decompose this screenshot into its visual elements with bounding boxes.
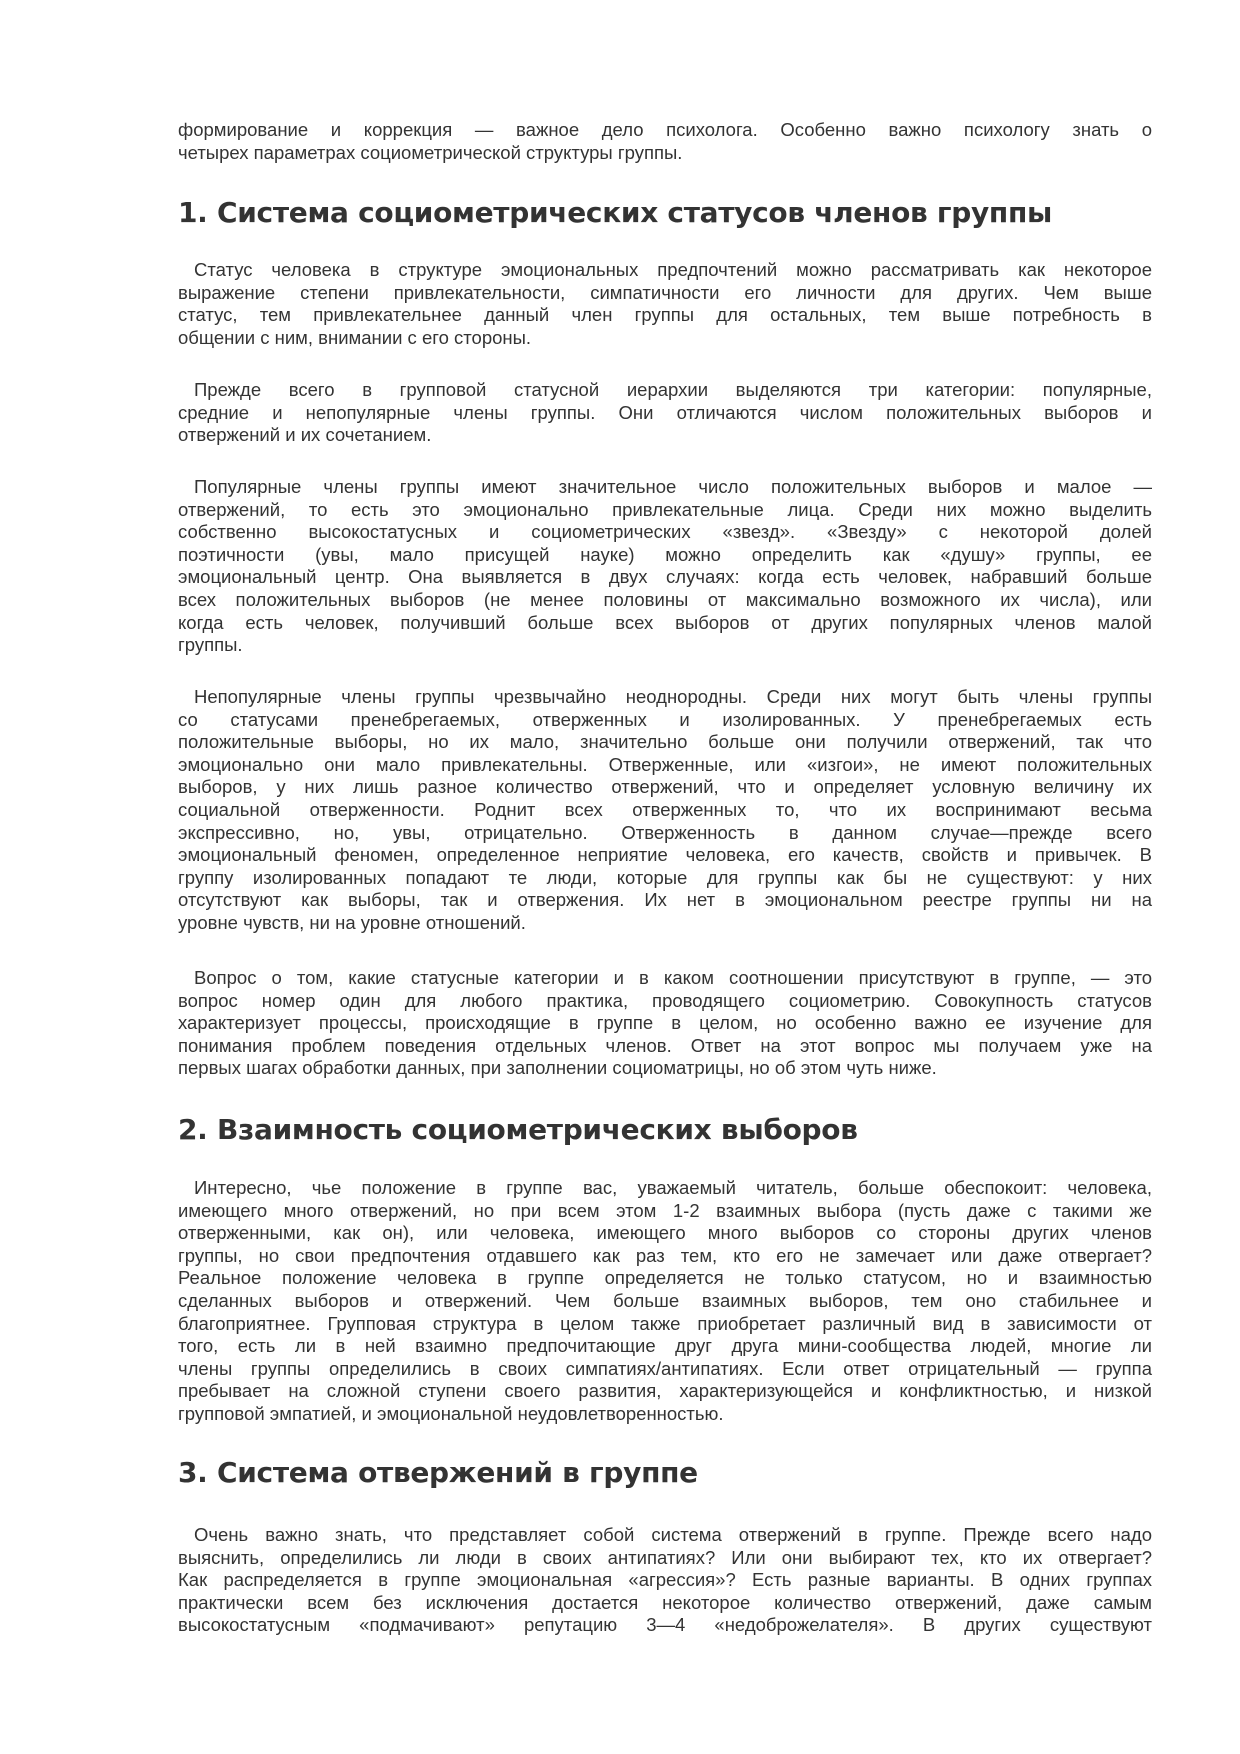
text-line: отсутствуют как выборы, так и отвержения. Их нет в эмоциональном реестре группы ни на (178, 889, 1152, 911)
text-line: Как распределяется в группе эмоциональная «агрессия»? Есть разные варианты. В одних группах (178, 1569, 1152, 1591)
text-line: имеющего много отвержений, но при всем этом 1-2 взаимных выбора (пусть даже с такими же (178, 1199, 1152, 1221)
text-line: характеризует процессы, происходящие в группе в целом, но особенно важно ее изучение для (178, 1012, 1152, 1034)
text-line: групповой эмпатией, и эмоциональной неудовлетворенностью. (178, 1402, 724, 1424)
text-line: статус, тем привлекательнее данный член группы для остальных, тем выше потребность в (178, 304, 1152, 326)
text-line: средние и непопулярные члены группы. Они отличаются числом положительных выборов и (178, 401, 1152, 423)
text-line: Непопулярные члены группы чрезвычайно неоднородны. Среди них могут быть члены группы (194, 686, 1152, 707)
text-line: собственно высокостатусных и социометрических «звезд». «Звезду» с некоторой долей (178, 521, 1152, 543)
text-line: Очень важно знать, что представляет собой система отвержений в группе. Прежде всего надо (194, 1524, 1152, 1545)
text-line: Популярные члены группы имеют значительное число положительных выборов и малое — (194, 476, 1152, 497)
text-line: четырех параметрах социометрической структуры группы. (178, 141, 683, 163)
paragraph (178, 259, 1152, 349)
text-line: понимания проблем поведения отдельных членов. Ответ на этот вопрос мы получаем уже на (178, 1034, 1152, 1056)
text-line: Интересно, чье положение в группе вас, уважаемый читатель, больше обеспокоит: человека, (194, 1177, 1152, 1198)
text-line: со статусами пренебрегаемых, отверженных и изолированных. У пренебрегаемых есть (178, 708, 1152, 730)
text-line: благоприятнее. Групповая структура в целом также приобретает различный вид в зависимости от (178, 1312, 1152, 1334)
section-heading: 1. Система социометрических статусов членов группы (178, 196, 1053, 229)
text-line: положительные выборы, но их мало, значительно больше они получили отвержений, так что (178, 731, 1152, 753)
text-line: высокостатусным «подмачивают» репутацию 3—4 «недоброжелателя». В других существуют (178, 1614, 1152, 1636)
text-line: эмоциональный центр. Она выявляется в двух случаях: когда есть человек, набравший больше (178, 566, 1152, 588)
text-line: Статус человека в структуре эмоциональных предпочтений можно рассматривать как некоторое (194, 259, 1152, 280)
paragraph (178, 476, 1152, 657)
text-line: отверженными, как он), или человека, имеющего много выборов со стороны других членов (178, 1222, 1152, 1244)
paragraph (178, 967, 1152, 1080)
text-line: социальной отверженности. Роднит всех отверженных то, что их воспринимают весьма (178, 798, 1152, 820)
text-line: вопрос номер один для любого практика, проводящего социометрию. Совокупность статусов (178, 989, 1152, 1011)
text-line: группы. (178, 634, 243, 656)
text-line: уровне чувств, ни на уровне отношений. (178, 911, 526, 933)
text-line: выборов, у них лишь разное количество отвержений, что и определяет условную величину их (178, 776, 1152, 798)
text-line: эмоциональный феномен, определенное неприятие человека, его качеств, свойств и привычек. В (178, 844, 1152, 866)
text-line: Вопрос о том, какие статусные категории и в каком соотношении присутствуют в группе, — это (194, 967, 1152, 988)
text-line: формирование и коррекция — важное дело психолога. Особенно важно психологу знать о (178, 119, 1152, 140)
text-line: всех положительных выборов (не менее половины от максимально возможного их числа), или (178, 588, 1152, 610)
text-line: члены группы определились в своих симпатиях/антипатиях. Если ответ отрицательный — группа (178, 1357, 1152, 1379)
text-line: эмоционально они мало привлекательны. Отверженные, или «изгои», не имеют положительных (178, 753, 1152, 775)
text-line: Реальное положение человека в группе определяется не только статусом, но и взаимностью (178, 1267, 1152, 1289)
text-line: группу изолированных попадают те люди, которые для группы как бы не существуют: у них (178, 866, 1152, 888)
text-line: поэтичности (увы, мало присущей науке) можно определить как «душу» группы, ее (178, 543, 1152, 565)
text-line: практически всем без исключения достается некоторое количество отвержений, даже самым (178, 1591, 1152, 1613)
section-heading: 2. Взаимность социометрических выборов (178, 1113, 858, 1146)
text-line: отвержений, то есть это эмоционально привлекательные лица. Среди них можно выделить (178, 498, 1152, 520)
text-line: того, есть ли в ней взаимно предпочитающие друг друга мини-сообщества людей, многие ли (178, 1335, 1152, 1357)
text-line: сделанных выборов и отвержений. Чем больше взаимных выборов, тем оно стабильнее и (178, 1289, 1152, 1311)
paragraph (178, 379, 1152, 447)
text-line: выражение степени привлекательности, симпатичности его личности для других. Чем выше (178, 281, 1152, 303)
text-line: группы, но свои предпочтения отдавшего как раз тем, кто его не замечает или даже отвергает? (178, 1244, 1152, 1266)
text-line: Прежде всего в групповой статусной иерархии выделяются три категории: популярные, (194, 379, 1152, 400)
text-line: выяснить, определились ли люди в своих антипатиях? Или они выбирают тех, кто их отвергает? (178, 1546, 1152, 1568)
text-line: первых шагах обработки данных, при заполнении социоматрицы, но об этом чуть ниже. (178, 1057, 937, 1079)
text-line: отвержений и их сочетанием. (178, 424, 432, 446)
paragraph (178, 1177, 1152, 1426)
paragraph (178, 686, 1152, 935)
paragraph (178, 1524, 1152, 1637)
text-line: пребывает на сложной ступени своего развития, характеризующейся и конфликтностью, и низкой (178, 1380, 1152, 1402)
text-line: общении с ним, внимании с его стороны. (178, 326, 532, 348)
paragraph (178, 119, 1152, 164)
text-line: когда есть человек, получивший больше всех выборов от других популярных членов малой (178, 611, 1152, 633)
text-line: экспрессивно, но, увы, отрицательно. Отверженность в данном случае—прежде всего (178, 821, 1152, 843)
section-heading: 3. Система отвержений в группе (178, 1456, 698, 1489)
